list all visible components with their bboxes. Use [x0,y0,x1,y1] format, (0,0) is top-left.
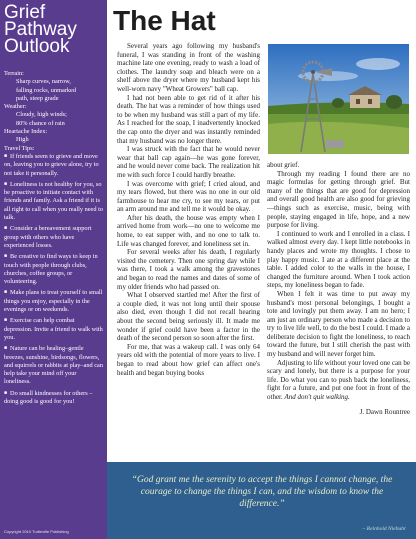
closing-text: Adjusting to life without your loved one can be scary and lonely, but there is a purpose for your life. Do what you can to push back the loneliness, fight for a future, and put one foot in front of the other. [267,358,410,402]
sidebar-title-line: Outlook [4,36,70,57]
article [107,0,416,539]
article-paragraph: about grief. [267,161,300,169]
sidebar-title [4,4,77,55]
weather-label: Weather: [4,103,27,111]
article-paragraph: What I observed startled me! After the first of a couple died, it was not long until their spouse also died, even though I did not recall hearing about the second being seriously ill. It made me wonder if grief could have been a factor in the death of the second person so soon after the first. [117,291,260,343]
author-signature: J. Dawn Rountree [359,407,410,416]
closing-italic: And don't quit walking. [284,393,350,402]
farm-windmill-illustration [268,44,409,154]
serenity-quote: “God grant me the serenity to accept the things I cannot change, the courage to change the things I can, and the wisdom to know the difference.” [131,475,393,509]
terrain-line: Sharp curves, narrow, [16,78,71,86]
terrain-line: falling rocks, unmarked [16,86,76,94]
travel-tip: ■ Be creative to find ways to keep in touch with people through clubs, churches, coffee groups, or volunteering. [4,253,104,286]
article-paragraph: I was struck with the fact that he would never wear that ball cap again—he was gone forever, and he would never come back. The realization hit me with such force I could hardly breathe. [117,145,260,179]
terrain-label: Terrain: [4,70,24,77]
article-column-2 [267,161,410,416]
article-paragraph: When I felt it was time to put away my husband's most personal belongings, I bought a tote and lovingly put them away. I am no hero; I am just an ordinary person who made a decision to try to live life well, to do the best I could. I made a deliberate decision to fight the loneliness, to reach toward the future, but I still cherish the past with my husband and will never forget him. [267,289,410,359]
farm-windmill-photo [268,44,409,154]
sidebar-title-line: Pathway [4,19,77,40]
article-title: The Hat [113,5,216,36]
travel-tip: ■ Do small kindnesses for others – doing good is good for you! [4,390,104,407]
article-column-1 [117,42,260,377]
article-paragraph [267,359,410,402]
travel-tip: ■ Loneliness is not healthy for you, so be proactive to initiate contact with friends and family. Ask a friend if it is all right to call when you really need to talk. [4,181,104,222]
article-paragraph: For several weeks after his death, I regularly visited the cemetery. Then one spring day while I was there, I took a walk among the gravestones and began to read the names and dates of some of my older friends who had passed on. [117,248,260,291]
heartache-label: Heartache Index: [4,128,48,136]
quote-attribution: – Reinhold Niebuhr [362,526,406,532]
copyright-notice: Copyright 2010 Turtleville Publishing [4,529,69,534]
article-paragraph: Through my reading I found there are no magic formulas for getting through grief. But many of the things that are good for depression and overall good health are also good for grieving—things such as exercise, music, being with people, staying engaged in life, hope, and a new purpose for living. [267,169,410,230]
travel-tip: ■ Nature can be healing–gentle breezes, sunshine, birdsongs, flowers, and squirrels or rabbits at play–and can help take your mind off your loneliness. [4,345,104,386]
weather-line: Cloudy, high winds; [16,111,67,119]
sidebar [0,0,107,539]
heartache-value: High [16,136,29,144]
sidebar-body [4,70,104,409]
travel-tip: ■ Consider a bereavement support group with others who have experienced losses. [4,225,104,250]
travel-tips-label: Travel Tips: [4,144,35,152]
travel-tip: ■ Make plans to treat yourself to small things you enjoy, especially in the evenings or on weekends. [4,289,104,314]
travel-tip: ■ If friends seem to grieve and move on, leaving you to grieve alone, try to not take it personally. [4,153,104,178]
article-paragraph: Several years ago following my husband's funeral, I was standing in front of the washing machine late one evening, ready to wash a load of clothes. The laundry soap and bleach were on a shelf above the dryer where my husband kept his well-worn navy "Wheat Growers" ball cap. [117,42,260,93]
travel-tips-list [4,153,104,406]
article-paragraph: For me, that was a wakeup call. I was only 64 years old with the potential of more years to live. I began to read about how grief can affect one's health and began buying books [117,342,260,377]
sidebar-title-line: Grief [4,2,46,23]
article-paragraph: After his death, the house was empty when I arrived home from work—no one to welcome me home, to eat supper with, and no one to talk to. Life was changed forever, and loneliness set in. [117,213,260,248]
article-paragraph: I continued to work and I enrolled in a class. I walked almost every day. I kept little notebooks in handy places and wrote my thoughts. I chose to play happy music. I ate at a different place at the table. I added color to the walls in the house, I changed the furniture around. When I took action steps, my loneliness began to fade. [267,229,410,290]
terrain-line: path, steep grade [16,94,59,102]
weather-line: 80% chance of rain [16,119,65,127]
article-paragraph: I had not been able to get rid of it after his death. The hat was a reminder of how things used to be when my husband was still a part of my life. As I reached for the soap, I inadvertently knocked the cap onto the dryer and was instantly reminded that my husband was no longer there. [117,93,260,145]
article-paragraph: I was overcome with grief; I cried aloud, and my tears flowed, but there was no one in our old farmhouse to hear me cry, to see my tears, or put an arm around me and tell me it would be okay. [117,179,260,214]
travel-tip: ■ Exercise can help combat depression. Invite a friend to walk with you. [4,317,104,342]
quote-band [107,462,416,539]
